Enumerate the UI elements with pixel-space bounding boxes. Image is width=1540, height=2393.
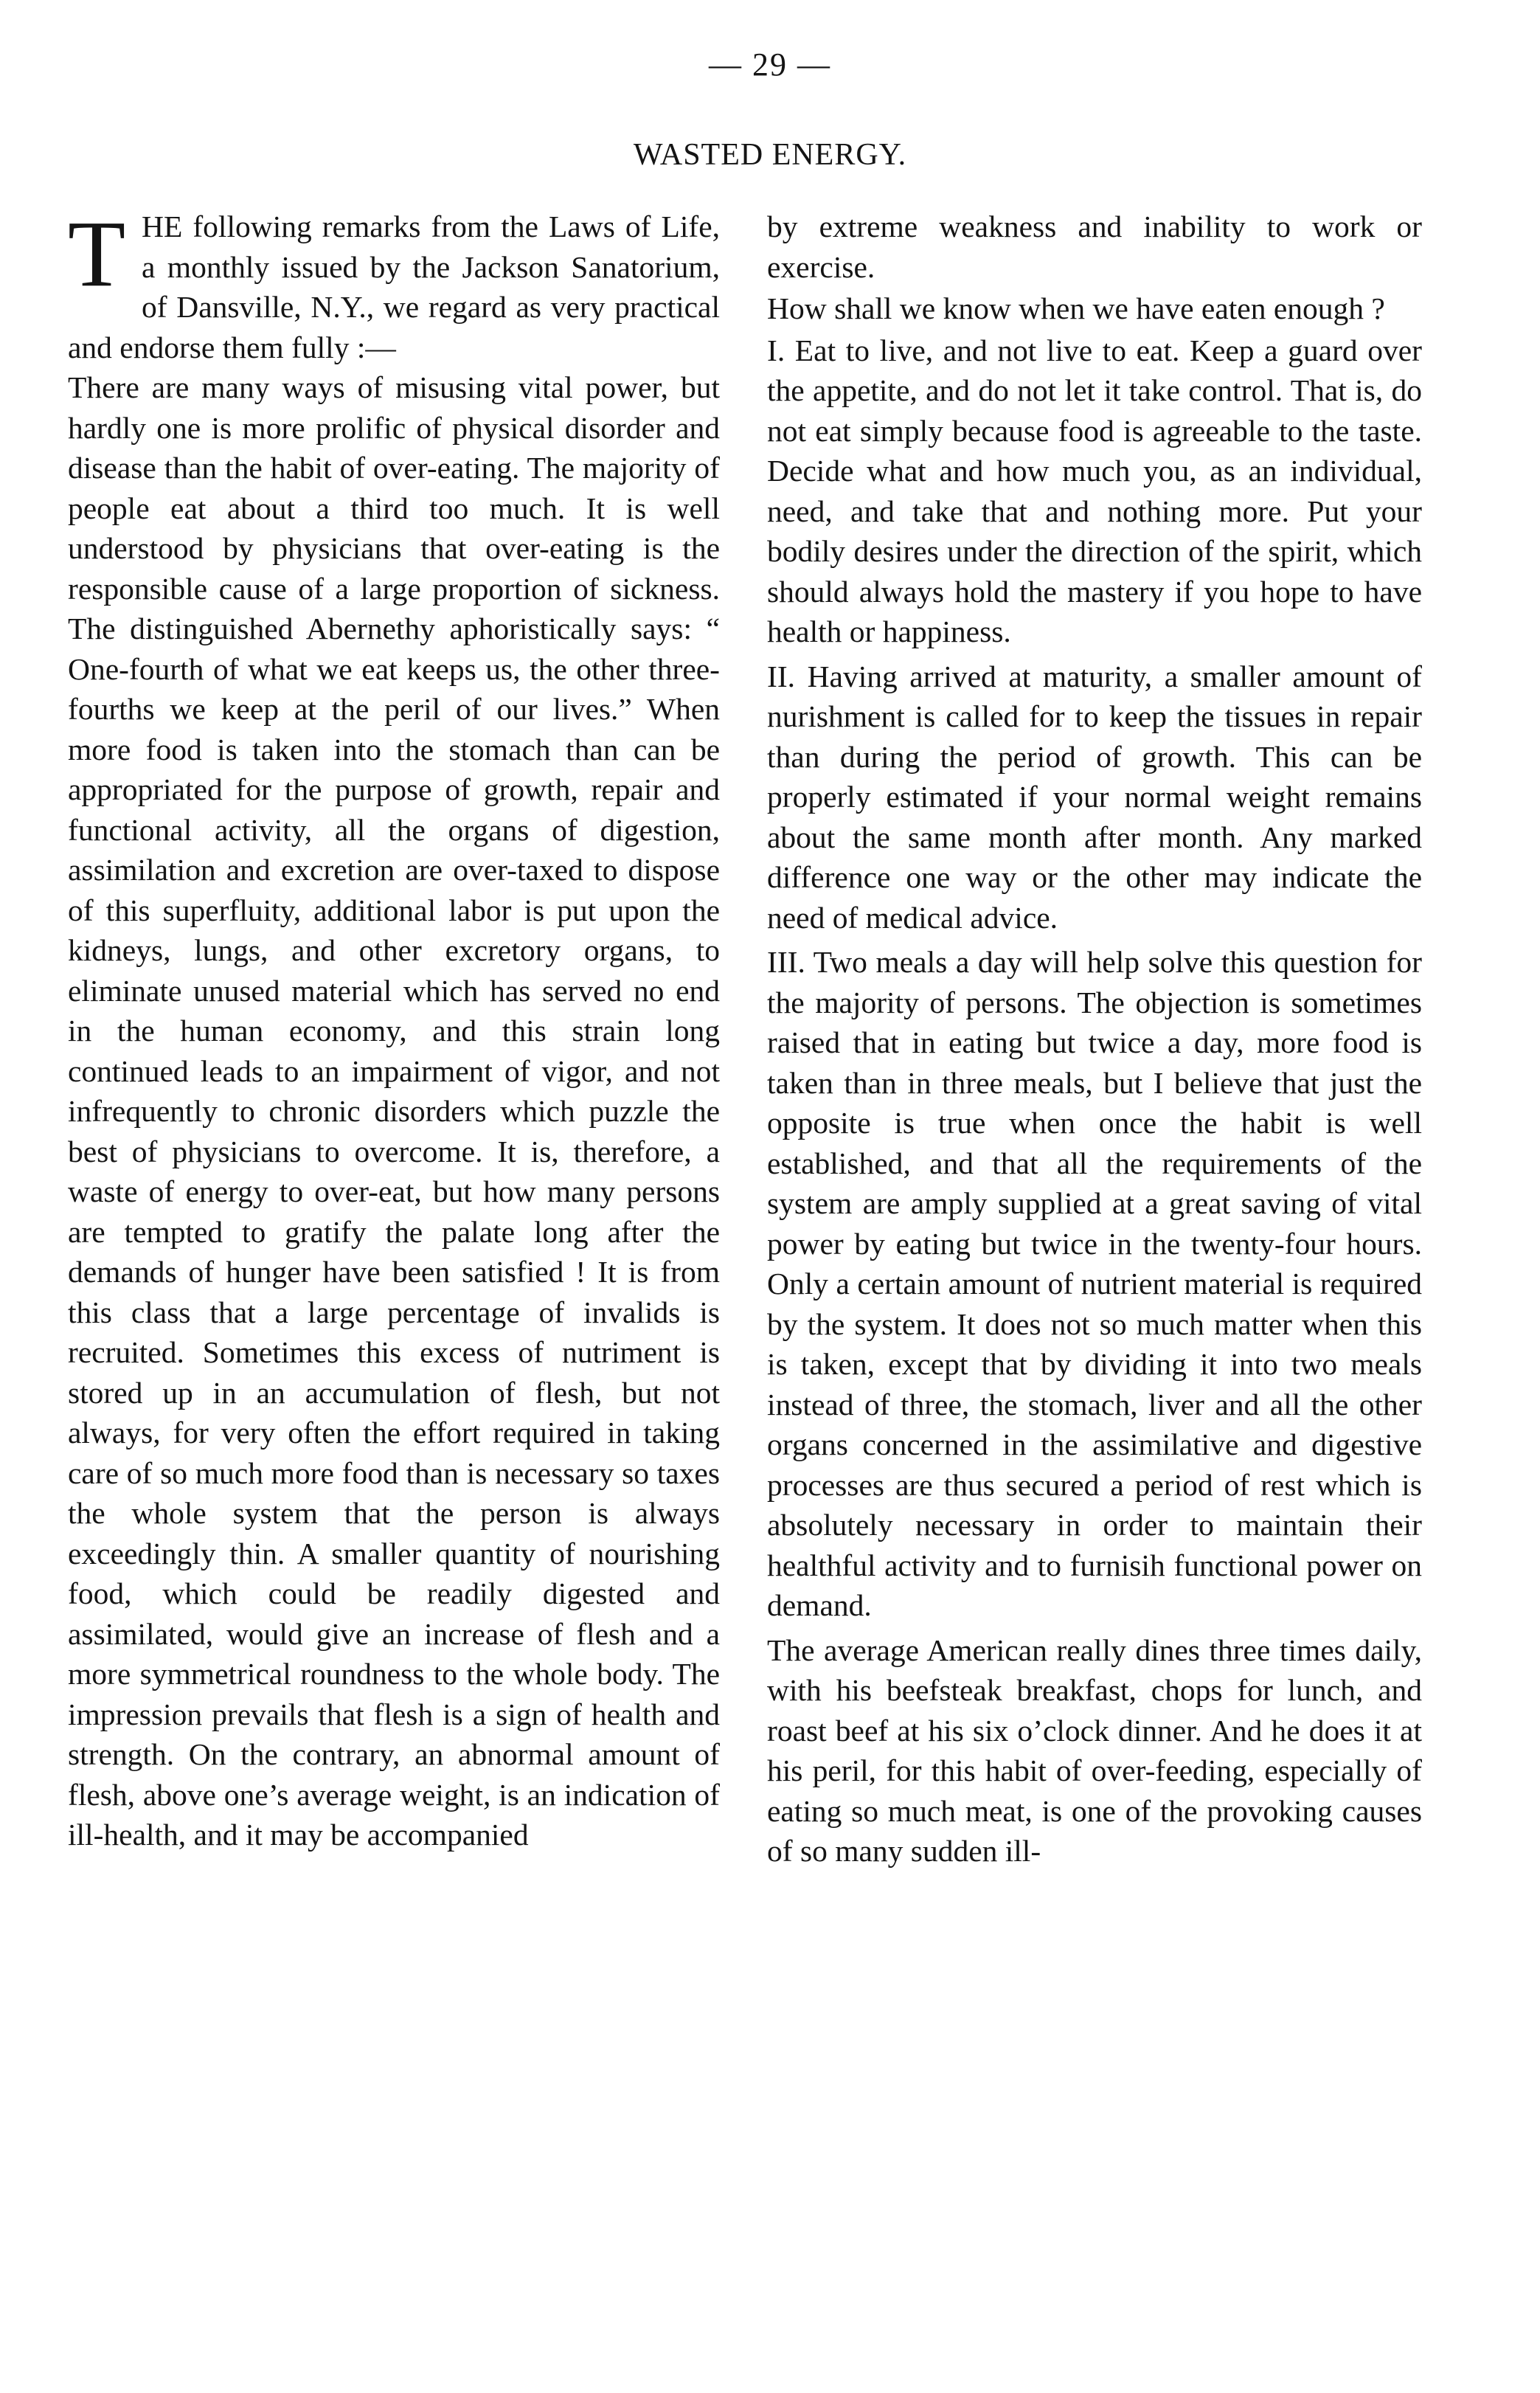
page-number: — 29 — [709, 46, 831, 83]
drop-cap: T [68, 201, 126, 306]
body-paragraph: There are many ways of misusing vital power, but hardly one is more prolific of physical disorder and disease than the habit of over-eating. The majority of people eat about a third too much. It is well understood by physicians that over-eating is the responsible cause of a large proportion of sickness. The distinguished Abernethy aphoristically says: “ One-fourth of what we eat keeps us, the other three-fourths we keep at the peril of our lives.” When more food is taken into the stomach than can be appropriated for the purpose of growth, repair and functional activity, all the organs of digestion, assimilation and excretion are over-taxed to dispose of this superfluity, additional labor is put upon the kidneys, lungs, and other excretory organs, to eliminate unused material which has served no end in the human economy, and this strain long continued leads to an impairment of vigor, and not infrequently to chronic disorders which puzzle the best of physicians to overcome. It is, therefore, a waste of energy to over-eat, but how many persons are tempted to gratify the palate long after the demands of hunger have been satisfied ! It is from this class that a large percentage of invalids is recruited. Sometimes this excess of nutriment is stored up in an accumulation of flesh, but not always, for very often the effort required in taking care of so much more food than is necessary so taxes the whole system that the person is always exceedingly thin. A smaller quantity of nourishing food, which could be readily digested and assimilated, would give an increase of flesh and a more symmetrical roundness to the whole body. The impression prevails that flesh is a sign of health and strength. On the contrary, an abnormal amount of flesh, above one’s average weight, is an indication of ill-health, and it may be accompanied [68, 370, 720, 1852]
closing-paragraph: The average American really dines three times daily, with his beefsteak breakfast, chops for lunch, and roast beef at his six o’clock dinner. And he does it at his peril, for this habit of over-feeding, especially of eating so much meat, is one of the provoking causes of so many sudden ill- [767, 1632, 1422, 1868]
continuation-paragraph: by extreme weakness and inability to work or exercise. [767, 209, 1422, 284]
rule-three-paragraph: III. Two meals a day will help solve this question for the majority of persons. The objection is sometimes raised that in eating but twice a day, more food is taken than in three meals, but I believe that just the opposite is true when once the habit is well established, and that all the requirements of the system are amply supplied at a great saving of vital power by eating but twice in the twenty-four hours. Only a certain amount of nutrient material is required by the system. It does not so much matter when this is taken, except that by dividing it into two meals instead of three, the stomach, liver and all the other organs concerned in the assimilative and digestive processes are thus secured a period of rest which is absolutely necessary in order to maintain their healthful activity and to furnisih functional power on demand. [767, 945, 1422, 1622]
rule-one-paragraph: I. Eat to live, and not live to eat. Keep a guard over the appetite, and do not let it take control. That is, do not eat simply because food is agreeable to the taste. Decide what and how much you, as an individual, need, and take that and nothing more. Put your bodily desires under the direction of the spirit, which should always hold the mastery if you hope to have health or happiness. [767, 333, 1422, 648]
intro-paragraph [68, 201, 720, 367]
page-title: WASTED ENERGY. [633, 138, 907, 172]
question-paragraph: How shall we know when we have eaten enough ? [767, 291, 1385, 325]
rule-two-paragraph: II. Having arrived at maturity, a smaller amount of nurishment is called for to keep the tissues in repair than during the period of growth. This can be properly estimated if your normal weight remains about the same month after month. Any marked difference one way or the other may indicate the need of medical advice. [767, 659, 1422, 935]
left-column [68, 201, 720, 1855]
right-column [767, 207, 1422, 1871]
intro-text: HE following remarks from the Laws of Life, a monthly issued by the Jackson Sanatorium, of Dansville, N.Y., we regard as very practical and endorse them fully :— [68, 209, 720, 364]
